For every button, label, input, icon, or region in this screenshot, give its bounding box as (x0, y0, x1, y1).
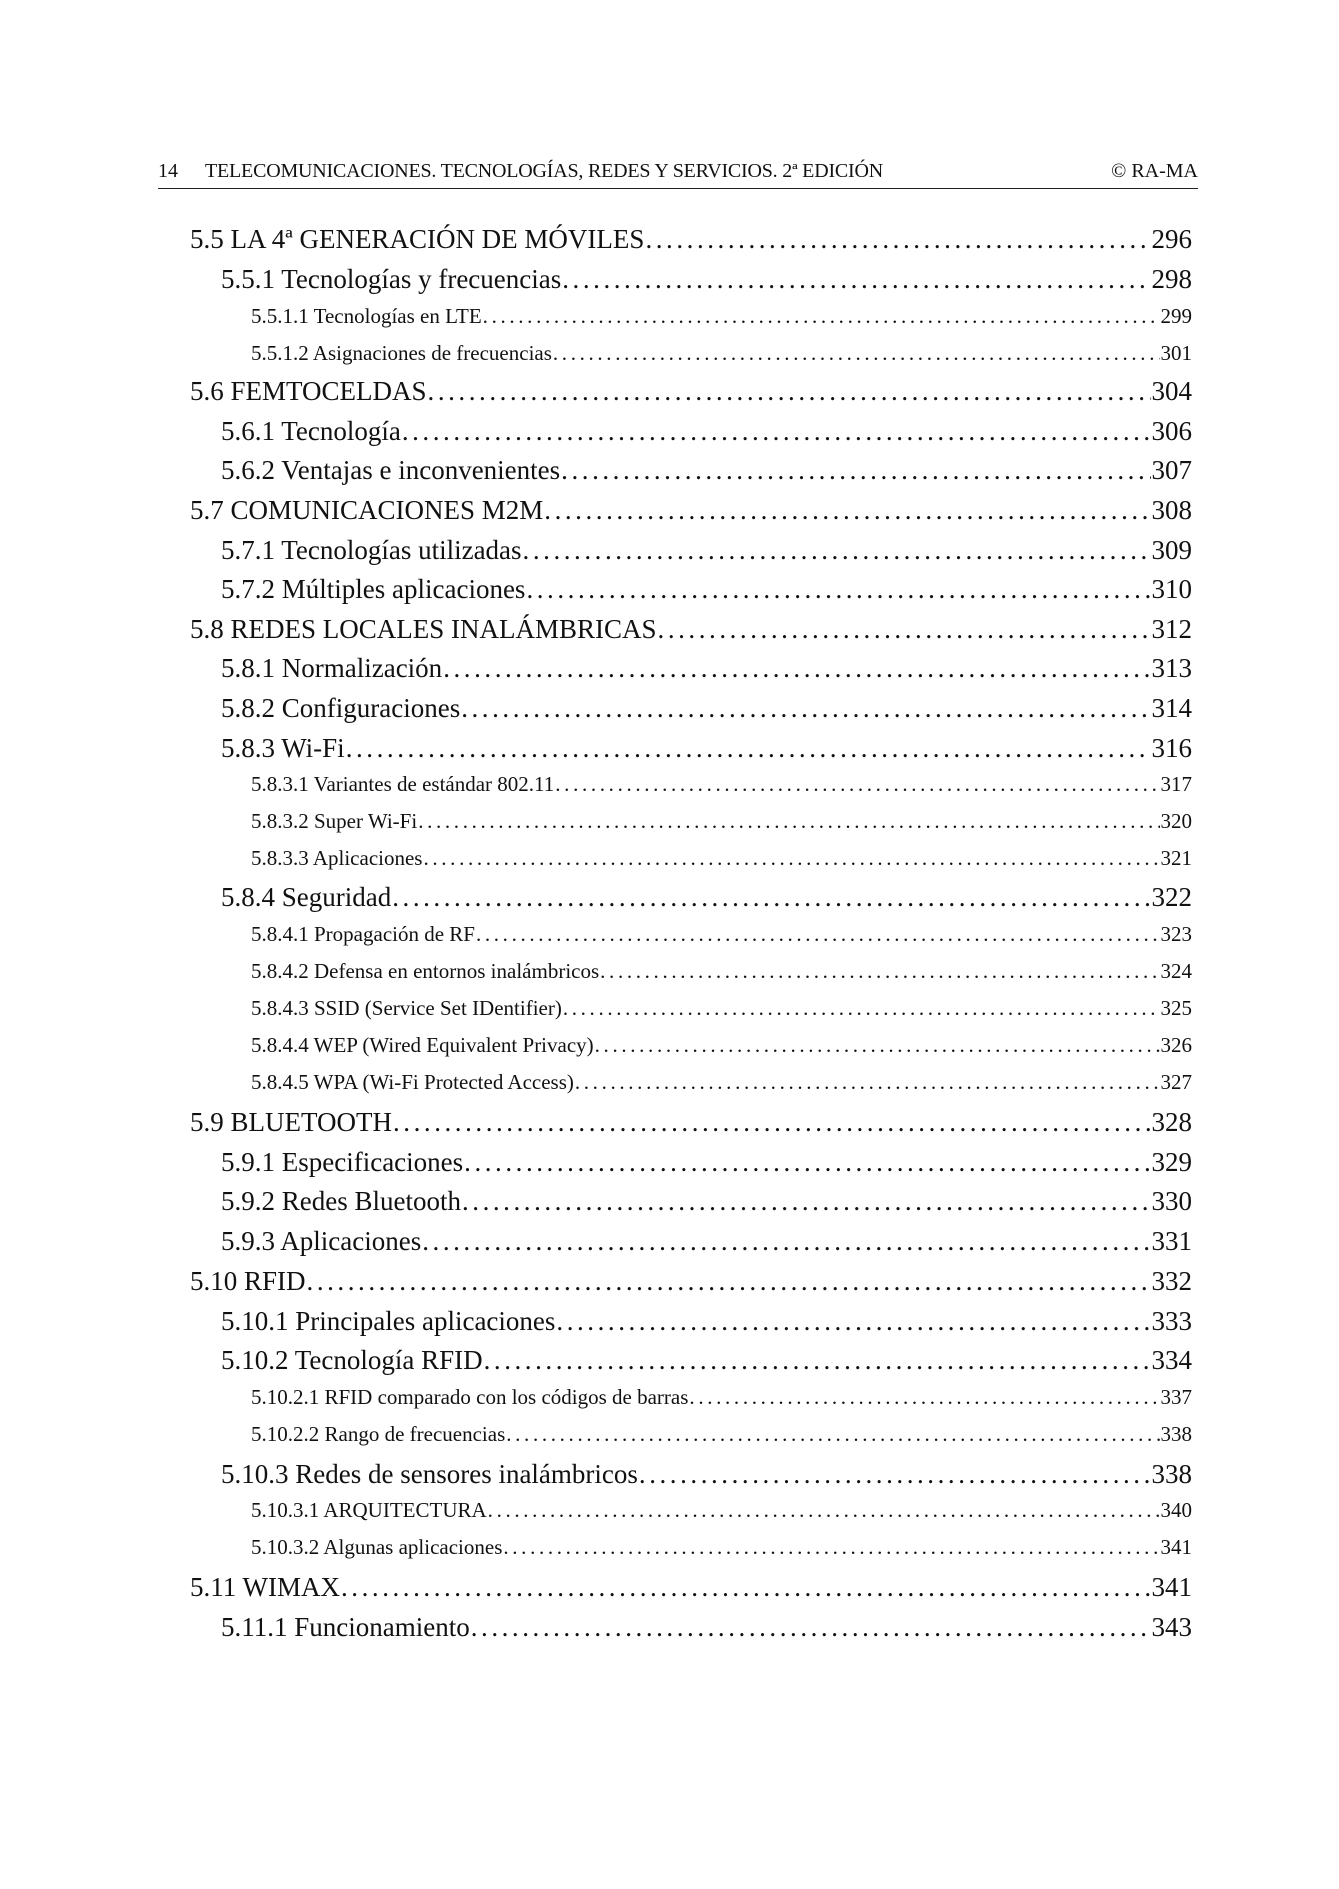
dot-leader (544, 495, 1150, 526)
toc-entry-title: 5.10.3.1 ARQUITECTURA (251, 1498, 487, 1522)
dot-leader (341, 1572, 1151, 1603)
toc-entry-page: 338 (1151, 1459, 1192, 1489)
toc-entry-level-2 (221, 1306, 1192, 1337)
toc-entry-title: 5.10.3.2 Algunas aplicaciones (251, 1535, 503, 1559)
toc-entry-title: 5.8.4.1 Propagación de RF (251, 922, 475, 946)
toc-entry-title: 5.8.1 Normalización (221, 653, 443, 683)
toc-entry-page: 328 (1151, 1107, 1192, 1137)
toc-entry-level-3 (251, 304, 1192, 329)
toc-entry-title: 5.9.2 Redes Bluetooth (221, 1186, 461, 1216)
toc-entry-level-2 (221, 693, 1192, 724)
toc-entry-title: 5.8.4.2 Defensa en entornos inalámbricos (251, 959, 600, 983)
toc-entry-page: 327 (1160, 1070, 1192, 1094)
toc-entry-page: 314 (1151, 693, 1192, 723)
toc-entry-title: 5.6.2 Ventajas e inconvenientes (221, 455, 561, 485)
toc-entry-level-2 (221, 653, 1192, 684)
running-header (158, 158, 1198, 189)
toc-entry-page: 312 (1151, 614, 1192, 644)
toc-entry-title: 5.10.2.2 Rango de frecuencias (251, 1422, 506, 1446)
toc-entry-title: 5.8.4.5 WPA (Wi-Fi Protected Access) (251, 1070, 574, 1094)
toc-entry-page: 321 (1160, 846, 1192, 870)
toc-entry-level-3 (251, 959, 1192, 984)
toc-entry-page: 337 (1160, 1385, 1192, 1409)
dot-leader (393, 1107, 1151, 1138)
toc-entry-page: 296 (1151, 224, 1192, 254)
toc-entry-level-1 (190, 1572, 1192, 1603)
dot-leader (600, 959, 1159, 984)
toc-entry-title: 5.10 RFID (190, 1266, 306, 1296)
toc-entry-level-3 (251, 772, 1192, 797)
dot-leader (476, 922, 1160, 947)
toc-entry-level-3 (251, 1385, 1192, 1410)
toc-entry-page: 332 (1151, 1266, 1192, 1296)
toc-entry-page: 317 (1160, 772, 1192, 796)
toc-entry-page: 306 (1151, 416, 1192, 446)
toc-entry-page: 334 (1151, 1345, 1192, 1375)
dot-leader (555, 772, 1159, 797)
toc-entry-level-3 (251, 1033, 1192, 1058)
toc-entry-level-2 (221, 1226, 1192, 1257)
toc-entry-page: 338 (1160, 1422, 1192, 1446)
toc-entry-level-3 (251, 1535, 1192, 1560)
toc-entry-page: 304 (1151, 376, 1192, 406)
toc-entry-level-3 (251, 1070, 1192, 1095)
toc-entry-level-3 (251, 996, 1192, 1021)
dot-leader (471, 1612, 1151, 1643)
toc-entry-page: 343 (1151, 1612, 1192, 1642)
toc-entry-level-2 (221, 1147, 1192, 1178)
toc-entry-level-2 (221, 1345, 1192, 1376)
dot-leader (562, 264, 1150, 295)
publisher: © RA-MA (1111, 160, 1198, 182)
toc-entry-title: 5.11 WIMAX (190, 1572, 340, 1602)
dot-leader (689, 1385, 1159, 1410)
dot-leader (346, 733, 1151, 764)
dot-leader (392, 882, 1150, 913)
toc-entry-level-3 (251, 809, 1192, 834)
toc-entry-page: 313 (1151, 653, 1192, 683)
toc-entry-title: 5.10.1 Principales aplicaciones (221, 1306, 556, 1336)
dot-leader (553, 341, 1160, 366)
toc-entry-level-2 (221, 882, 1192, 913)
toc-entry-level-2 (221, 455, 1192, 486)
toc-entry-title: 5.5.1.1 Tecnologías en LTE (251, 304, 482, 328)
toc-entry-title: 5.7 COMUNICACIONES M2M (190, 495, 544, 525)
toc-entry-title: 5.9.1 Especificaciones (221, 1147, 464, 1177)
dot-leader (561, 455, 1150, 486)
toc-entry-title: 5.8 REDES LOCALES INALÁMBRICAS (190, 614, 657, 644)
toc-entry-page: 329 (1151, 1147, 1192, 1177)
toc-entry-title: 5.9.3 Aplicaciones (221, 1226, 422, 1256)
toc-entry-title: 5.8.4.3 SSID (Service Set IDentifier) (251, 996, 562, 1020)
toc-entry-page: 309 (1151, 535, 1192, 565)
toc-entry-title: 5.7.1 Tecnologías utilizadas (221, 535, 522, 565)
toc-entry-level-1 (190, 376, 1192, 407)
toc-entry-title: 5.9 BLUETOOTH (190, 1107, 392, 1137)
toc-entry-page: 324 (1160, 959, 1192, 983)
dot-leader (461, 693, 1150, 724)
toc-entry-title: 5.6.1 Tecnología (221, 416, 401, 446)
toc-entry-level-3 (251, 1498, 1192, 1523)
toc-entry-page: 307 (1151, 455, 1192, 485)
dot-leader (423, 846, 1159, 871)
toc-entry-title: 5.10.3 Redes de sensores inalámbricos (221, 1459, 638, 1489)
toc-entry-page: 333 (1151, 1306, 1192, 1336)
toc-entry-page: 323 (1160, 922, 1192, 946)
dot-leader (483, 304, 1160, 329)
dot-leader (645, 224, 1150, 255)
toc-entry-title: 5.8.3.3 Aplicaciones (251, 846, 423, 870)
toc-entry-title: 5.8.3.1 Variantes de estándar 802.11 (251, 772, 555, 796)
dot-leader (443, 653, 1150, 684)
toc-entry-page: 341 (1151, 1572, 1192, 1602)
toc-entry-page: 331 (1151, 1226, 1192, 1256)
dot-leader (422, 1226, 1150, 1257)
dot-leader (418, 809, 1159, 834)
toc-entry-title: 5.7.2 Múltiples aplicaciones (221, 574, 526, 604)
dot-leader (575, 1070, 1160, 1095)
toc-entry-title: 5.8.4 Seguridad (221, 882, 392, 912)
toc-entry-title: 5.6 FEMTOCELDAS (190, 376, 427, 406)
toc-entry-page: 316 (1151, 733, 1192, 763)
toc-entry-page: 325 (1160, 996, 1192, 1020)
dot-leader (402, 416, 1151, 447)
toc-entry-level-1 (190, 224, 1192, 255)
toc-entry-level-1 (190, 614, 1192, 645)
toc-entry-page: 310 (1151, 574, 1192, 604)
toc-entry-level-1 (190, 495, 1192, 526)
toc-entry-page: 308 (1151, 495, 1192, 525)
dot-leader (556, 1306, 1150, 1337)
toc-entry-title: 5.8.3 Wi-Fi (221, 733, 345, 763)
toc-entry-title: 5.10.2 Tecnología RFID (221, 1345, 483, 1375)
toc-entry-page: 326 (1160, 1033, 1192, 1057)
dot-leader (506, 1422, 1159, 1447)
dot-leader (523, 535, 1151, 566)
toc-entry-level-3 (251, 1422, 1192, 1447)
dot-leader (462, 1186, 1151, 1217)
toc-entry-page: 341 (1160, 1535, 1192, 1559)
toc-entry-page: 320 (1160, 809, 1192, 833)
book-title: TELECOMUNICACIONES. TECNOLOGÍAS, REDES Y SERVICIOS. 2ª EDICIÓN (205, 160, 883, 182)
dot-leader (484, 1345, 1151, 1376)
dot-leader (464, 1147, 1150, 1178)
dot-leader (503, 1535, 1159, 1560)
toc-entry-level-2 (221, 1612, 1192, 1643)
toc-entry-level-3 (251, 341, 1192, 366)
toc-entry-page: 301 (1160, 341, 1192, 365)
toc-entry-page: 299 (1160, 304, 1192, 328)
dot-leader (658, 614, 1151, 645)
toc-entry-level-1 (190, 1266, 1192, 1297)
dot-leader (595, 1033, 1160, 1058)
toc-entry-level-2 (221, 1459, 1192, 1490)
toc-entry-level-2 (221, 264, 1192, 295)
toc-entry-title: 5.5.1.2 Asignaciones de frecuencias (251, 341, 552, 365)
toc-entry-page: 298 (1151, 264, 1192, 294)
toc-entry-page: 330 (1151, 1186, 1192, 1216)
toc-entry-title: 5.8.3.2 Super Wi-Fi (251, 809, 418, 833)
toc-entry-page: 340 (1160, 1498, 1192, 1522)
toc-entry-title: 5.8.2 Configuraciones (221, 693, 461, 723)
toc-entry-level-2 (221, 574, 1192, 605)
dot-leader (563, 996, 1160, 1021)
dot-leader (307, 1266, 1151, 1297)
toc-entry-title: 5.11.1 Funcionamiento (221, 1612, 470, 1642)
toc-entry-level-2 (221, 1186, 1192, 1217)
toc-entry-level-3 (251, 846, 1192, 871)
toc-entry-level-2 (221, 535, 1192, 566)
dot-leader (526, 574, 1150, 605)
toc-entry-title: 5.5 LA 4ª GENERACIÓN DE MÓVILES (190, 224, 645, 254)
toc-entry-title: 5.8.4.4 WEP (Wired Equivalent Privacy) (251, 1033, 594, 1057)
toc-entry-title: 5.10.2.1 RFID comparado con los códigos de barras (251, 1385, 689, 1409)
toc-entry-page: 322 (1151, 882, 1192, 912)
dot-leader (488, 1498, 1160, 1523)
dot-leader (639, 1459, 1151, 1490)
toc-entry-level-2 (221, 416, 1192, 447)
dot-leader (428, 376, 1151, 407)
page-number: 14 (158, 160, 178, 182)
toc-entry-title: 5.5.1 Tecnologías y frecuencias (221, 264, 562, 294)
toc-entry-level-2 (221, 733, 1192, 764)
toc-entry-level-3 (251, 922, 1192, 947)
toc-entry-level-1 (190, 1107, 1192, 1138)
